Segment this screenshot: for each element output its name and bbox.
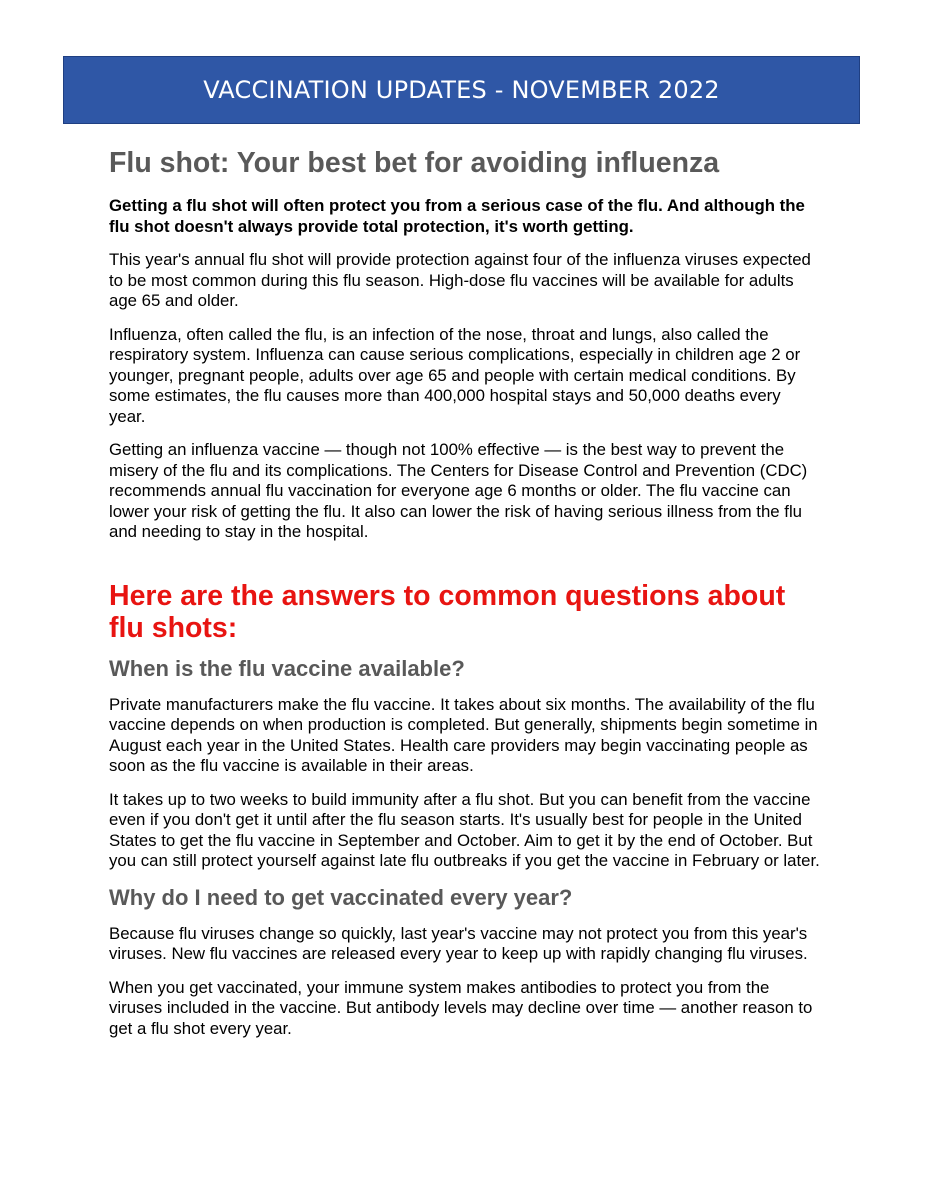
faq-answer-paragraph: When you get vaccinated, your immune system makes antibodies to protect you from the viruses included in the vaccine. But antibody levels may decline over time — another reason to get a flu shot every year. [109, 977, 813, 1038]
article-title: Flu shot: Your best bet for avoiding influenza [109, 147, 720, 179]
banner-title: VACCINATION UPDATES - NOVEMBER 2022 [203, 76, 720, 104]
faq-answer-paragraph: Private manufacturers make the flu vaccine. It takes about six months. The availability of the flu vaccine depends on when production is completed. But generally, shipments begin sometime in August each year in the United States. Health care providers may begin vaccinating people as soon as the flu vaccine is available in their areas. [109, 694, 818, 776]
faq-question: Why do I need to get vaccinated every year? [109, 884, 573, 910]
lead-paragraph: Getting a flu shot will often protect you from a serious case of the flu. And although the flu shot doesn't always provide total protection, it's worth getting. [109, 196, 805, 236]
body-paragraph: Getting an influenza vaccine — though not 100% effective — is the best way to prevent the misery of the flu and its complications. The Centers for Disease Control and Prevention (CDC) recommends annual flu vaccination for everyone age 6 months or older. The flu vaccine can lower your risk of getting the flu. It also can lower the risk of having serious illness from the flu and needing to stay in the hospital. [109, 440, 808, 542]
faq-heading: Here are the answers to common questions about flu shots: [109, 579, 786, 644]
body-paragraph: Influenza, often called the flu, is an infection of the nose, throat and lungs, also called the respiratory system. Influenza can cause serious complications, especially in children age 2 or younger, pregnant people, adults over age 65 and people with certain medical conditions. By some estimates, the flu causes more than 400,000 hospital stays and 50,000 deaths every year. [109, 324, 801, 426]
header-banner [63, 56, 860, 124]
body-paragraph: This year's annual flu shot will provide protection against four of the influenza viruses expected to be most common during this flu season. High-dose flu vaccines will be available for adults age 65 and older. [109, 250, 811, 311]
article-body [109, 146, 821, 1052]
faq-answer-paragraph: It takes up to two weeks to build immunity after a flu shot. But you can benefit from the vaccine even if you don't get it until after the flu season starts. It's usually best for people in the United States to get the flu vaccine in September and October. Aim to get it by the end of October. But you can still protect yourself against late flu outbreaks if you get the vaccine in February or later. [109, 789, 820, 871]
faq-answer-paragraph: Because flu viruses change so quickly, last year's vaccine may not protect you from this year's viruses. New flu vaccines are released every year to keep up with rapidly changing flu viruses. [109, 923, 808, 964]
faq-question: When is the flu vaccine available? [109, 655, 465, 681]
